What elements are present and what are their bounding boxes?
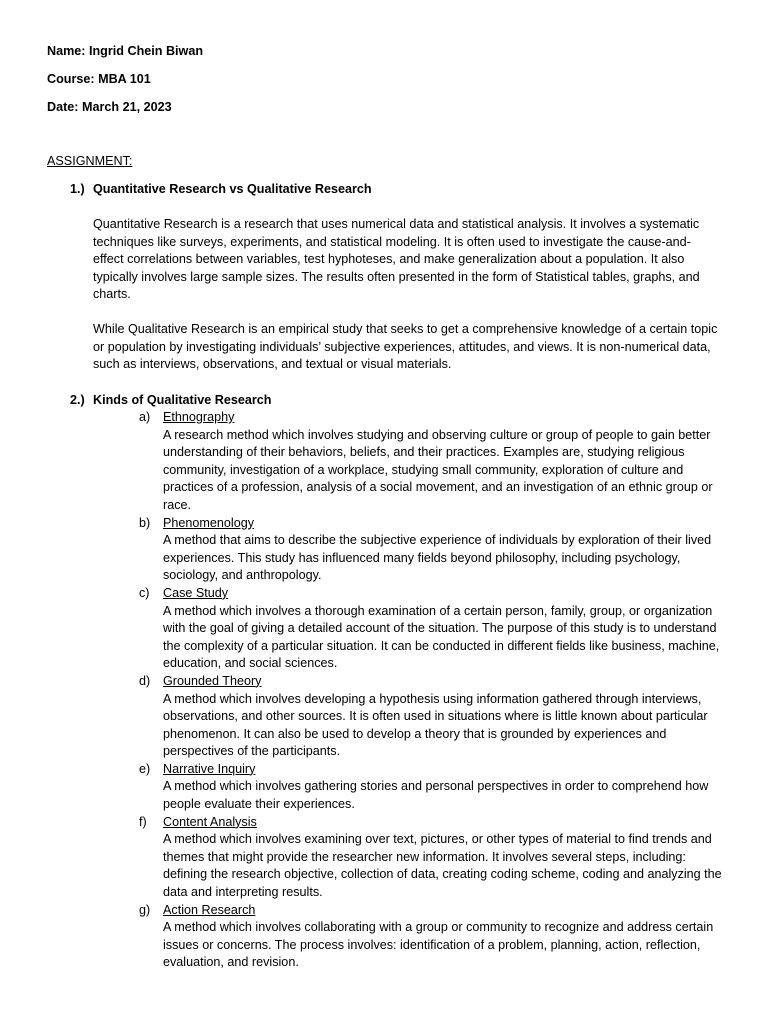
list-item (139, 761, 724, 814)
list-item (139, 515, 724, 585)
qualitative-paragraph: While Qualitative Research is an empirical study that seeks to get a comprehensive knowledge of a certain topic or population by investigating individuals’ subjective experiences, attitudes, and views. It is non-numerical data, such as interviews, observations, and textual or visual materials. (93, 322, 718, 372)
list-item (139, 409, 724, 515)
section-2-number: 2.) (70, 393, 85, 407)
item-letter: c) (139, 585, 150, 600)
item-name: Narrative Inquiry (163, 761, 256, 776)
item-description: A method which involves developing a hypothesis using information gathered through interviews, observations, and other sources. It is often used in situations where is little known about particular phenomenon. It can also be used to develop a theory that is grounded by experiences and perspectives of the participants. (163, 691, 708, 759)
item-description: A research method which involves studying and observing culture or group of people to gain better understanding of their behaviors, beliefs, and their practices. Examples are, studying religious community, investigation of a workplace, studying small community, exploration of culture and practices of a profession, analysis of a social movement, and an investigation of an ethnic group or race. (163, 427, 713, 512)
item-letter: e) (139, 761, 151, 776)
student-name: Name: Ingrid Chein Biwan (47, 44, 204, 58)
item-letter: b) (139, 515, 151, 530)
section-1-number: 1.) (70, 182, 85, 196)
date: Date: March 21, 2023 (47, 100, 172, 114)
item-letter: f) (139, 814, 147, 829)
item-letter: a) (139, 410, 151, 424)
item-description: A method which involves gathering stories and personal perspectives in order to comprehend how people evaluate their experiences. (163, 779, 709, 812)
item-description: A method which involves examining over text, pictures, or other types of material to find trends and themes that might provide the researcher new information. It involves several steps, including: defining the research objective, collection of data, creating coding scheme, coding and analyzing the data and interpreting results. (163, 832, 722, 900)
item-letter: g) (139, 902, 151, 917)
section-1-title: Quantitative Research vs Qualitative Research (93, 182, 372, 196)
course: Course: MBA 101 (47, 72, 151, 86)
item-description: A method which involves a thorough examination of a certain person, family, group, or organization with the goal of giving a detailed account of the situation. The purpose of this study is to understand the complexity of a particular situation. It can be conducted in different fields like business, machine, education, and social sciences. (163, 603, 720, 671)
list-item (139, 673, 724, 761)
item-name: Action Research (163, 902, 256, 917)
list-item (139, 902, 724, 972)
item-name: Case Study (163, 585, 229, 600)
item-letter: d) (139, 673, 151, 688)
item-name: Grounded Theory (163, 673, 262, 688)
item-description: A method which involves collaborating with a group or community to recognize and address certain issues or concerns. The process involves: identification of a problem, planning, action, reflection, evaluation, and revision. (163, 920, 714, 970)
item-description: A method that aims to describe the subjective experience of individuals by exploration of their lived experiences. This study has influenced many fields beyond philosophy, including psychology, sociology, and anthropology. (163, 533, 712, 583)
quantitative-paragraph: Quantitative Research is a research that uses numerical data and statistical analysis. It involves a systematic techniques like surveys, experiments, and statistical modeling. It is often used to investigate the cause-and-effect correlations between variables, test hyphoteses, and make generalization about a population. It also typically involves large sample sizes. The results often presented in the form of Statistical tables, graphs, and charts. (93, 217, 700, 302)
item-name: Content Analysis (163, 814, 257, 829)
item-name: Ethnography (163, 410, 235, 424)
section-2-title: Kinds of Qualitative Research (93, 393, 272, 407)
qualitative-kinds-list (139, 409, 724, 972)
item-name: Phenomenology (163, 515, 255, 530)
list-item (139, 585, 724, 673)
list-item (139, 814, 724, 902)
assignment-label: ASSIGNMENT: (47, 154, 133, 168)
